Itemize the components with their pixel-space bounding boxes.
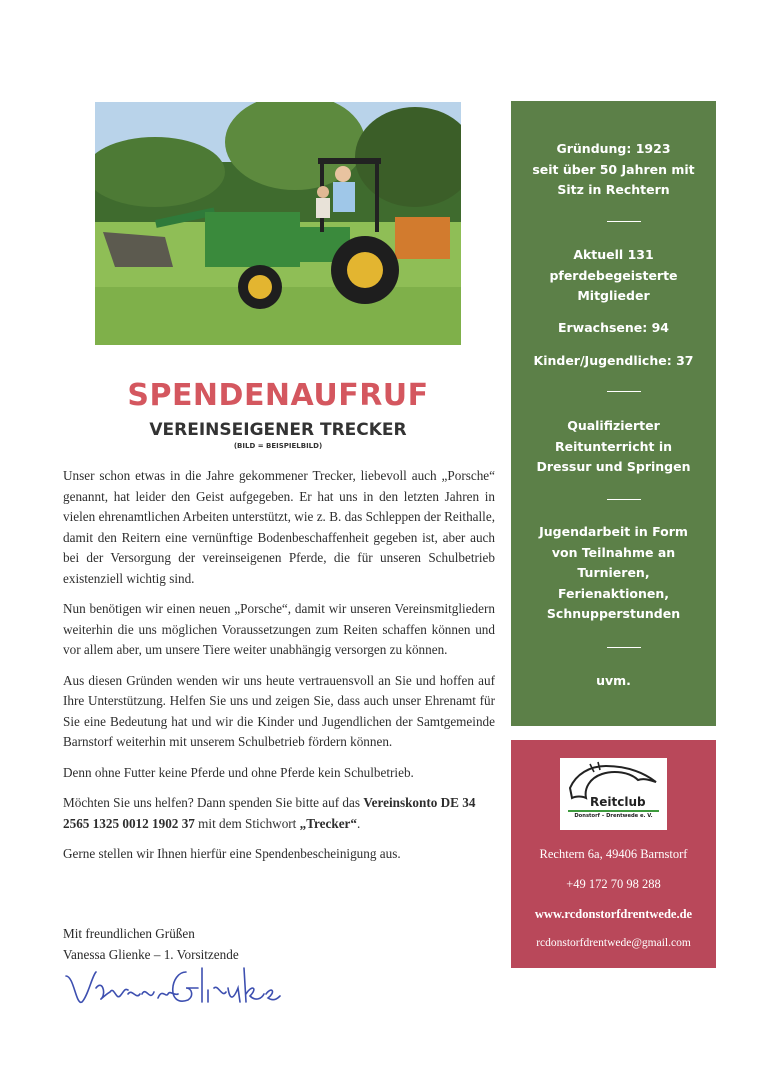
donation-paragraph bbox=[63, 793, 495, 834]
website-link[interactable]: www.rcdonstorfdrentwede.de bbox=[534, 907, 693, 921]
address: Rechtern 6a, 49406 Barnstorf bbox=[539, 847, 688, 861]
founding-line: seit über 50 Jahren mit bbox=[532, 161, 695, 177]
logo-bar bbox=[568, 810, 659, 812]
founding-info bbox=[519, 139, 708, 201]
handwritten-signature bbox=[62, 958, 282, 1016]
youth-work-line: Schnupperstunden bbox=[546, 606, 681, 621]
member-line: Aktuell 131 bbox=[573, 247, 654, 262]
contact-panel bbox=[511, 740, 716, 968]
bank-account: Vereinskonto DE 34 2565 1325 0012 1902 37 bbox=[63, 795, 476, 831]
keyword-end: . bbox=[357, 815, 361, 831]
divider bbox=[607, 647, 641, 648]
club-facts-panel bbox=[511, 101, 716, 726]
page-subtitle: VEREINSEIGENER TRECKER bbox=[149, 420, 407, 440]
lessons-line: Qualifizierter bbox=[567, 418, 660, 433]
club-logo bbox=[560, 758, 667, 830]
youth-work-line: Ferienaktionen, bbox=[558, 585, 669, 601]
youth-work-line: Turnieren, bbox=[577, 565, 650, 580]
phone: +49 172 70 98 288 bbox=[566, 877, 661, 891]
email-link[interactable]: rcdonstorfdrentwede@gmail.com bbox=[536, 937, 691, 949]
member-info bbox=[519, 245, 708, 307]
greeting: Mit freundlichen Grüßen bbox=[63, 926, 195, 941]
signer-name: Vanessa Glienke – 1. Vorsitzende bbox=[63, 946, 239, 962]
adults-count: Erwachsene: 94 bbox=[557, 320, 670, 335]
founding-line: Gründung: 1923 bbox=[556, 141, 671, 156]
youth-work-line: von Teilnahme an bbox=[551, 544, 676, 560]
paragraph: Denn ohne Futter keine Pferde und ohne Pferde kein Schulbetrieb. bbox=[63, 764, 414, 780]
divider bbox=[607, 499, 641, 500]
youth-count: Kinder/Jugendliche: 37 bbox=[533, 353, 694, 368]
paragraph: Nun benötigen wir einen neuen „Porsche“, damit wir unseren Vereinsmitgliedern weiterhin die uns möglichen Voraussetzungen zum Reiten schaffen können und vor allem aber, um unsere Tiere weiter unabhängig versorgen zu können. bbox=[63, 601, 495, 657]
receipt-note: Gerne stellen wir Ihnen hierfür eine Spendenbescheinigung aus. bbox=[63, 846, 401, 861]
appeal-text bbox=[63, 466, 495, 875]
logo-subtitle: Donstorf – Drentwede e. V. bbox=[574, 813, 653, 819]
page-title: SPENDENAUFRUF bbox=[127, 378, 429, 413]
tractor-photo bbox=[95, 102, 461, 345]
keyword-intro: mit dem Stichwort bbox=[194, 815, 300, 831]
lessons-info bbox=[519, 416, 708, 478]
more-label: uvm. bbox=[596, 673, 631, 688]
lessons-line: Reitunterricht in bbox=[554, 438, 673, 454]
member-line: Mitglieder bbox=[577, 288, 650, 303]
divider bbox=[607, 221, 641, 222]
member-line: pferdebegeisterte bbox=[549, 267, 678, 283]
divider bbox=[607, 391, 641, 392]
paragraph: Aus diesen Gründen wenden wir uns heute vertrauensvoll an Sie und hoffen auf Ihre Unterstützung. Helfen Sie uns und zeigen Sie, dass auch unser Ehrenamt für Sie eine Bedeutung hat und wir die Kinder und Jugendlichen der Samtgemeinde Barnstorf weiterhin mit unserem Schulbetrieb fördern können. bbox=[63, 672, 495, 749]
keyword: „Trecker“ bbox=[299, 815, 358, 831]
paragraph: Unser schon etwas in die Jahre gekommener Trecker, liebevoll auch „Porsche“ genannt, hat leider den Geist aufgegeben. Er hat uns in den letzten Jahren in vielen ehrenamtlichen Arbeiten unterstützt, wie z. B. das Schleppen der Reithalle, damit den Reitern eine vernünftige Bodenbeschaffenheit gegeben ist, aber auch bei der Versorgung der vereinseigenen Pferde, die für unseren Schulbetrieb existenziell wichtig sind. bbox=[63, 468, 495, 586]
logo-name: Reitclub bbox=[590, 795, 646, 809]
youth-work-info bbox=[519, 522, 708, 625]
founding-line: Sitz in Rechtern bbox=[557, 182, 670, 197]
youth-work-line: Jugendarbeit in Form bbox=[539, 524, 688, 539]
horse-head-icon bbox=[560, 758, 667, 830]
donation-intro: Möchten Sie uns helfen? Dann spenden Sie bitte auf das bbox=[63, 795, 364, 810]
lessons-line: Dressur und Springen bbox=[536, 459, 691, 474]
image-caption: (BILD = BEISPIELBILD) bbox=[233, 442, 323, 450]
